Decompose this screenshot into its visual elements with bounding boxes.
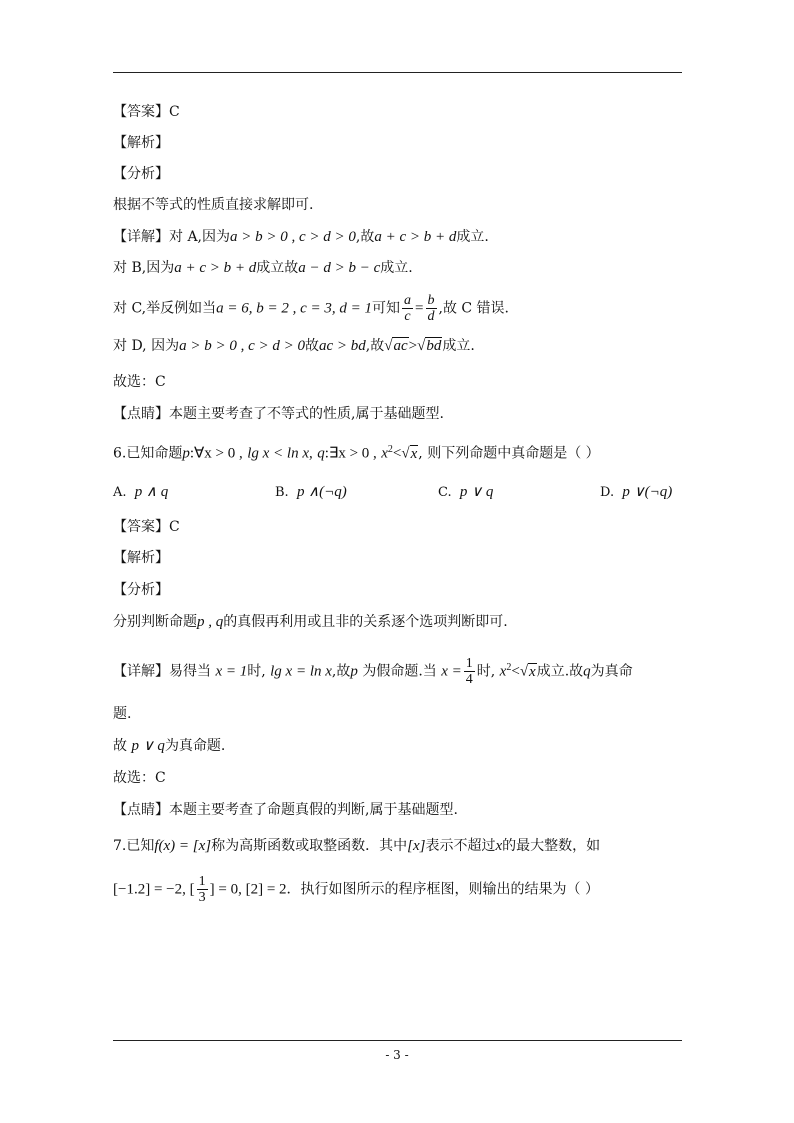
fraction-one-third: $\frac{1}{3}$	[198, 874, 206, 905]
fraction-b-over-d: $\frac{b}{d}$	[427, 293, 435, 324]
q6-stem: 6.已知命题p:∀x > 0 , lg x < ln x, q:∃x > 0 , $x^2<√x$, 则下列命题中真命题是（ ）	[113, 444, 600, 462]
q5-comment: 【点睛】本题主要考查了不等式的性质,属于基础题型.	[113, 406, 444, 422]
q6-fenxi-label: 【分析】	[113, 582, 169, 598]
q6-detail-1-cont: 题.	[113, 706, 132, 722]
fraction-one-quarter: $\frac{1}{4}$	[465, 656, 473, 687]
q6-comment: 【点睛】本题主要考查了命题真假的判断,属于基础题型.	[113, 802, 458, 818]
q7-stem-line2: [−1.2] = −2, [ $\frac{1}{3}$ ] = 0, [2] = 2．执行如图所示的程序框图，则输出的结果为（ ）	[113, 874, 599, 905]
q6-option-d: D. p ∨(¬q)	[600, 484, 673, 500]
q7-stem-line1: 7.已知f(x) = [x]称为高斯函数或取整函数．其中[x]表示不超过x的最大整数，如	[113, 838, 601, 854]
q5-answer: 【答案】C	[113, 104, 180, 120]
q6-detail-2: 故 p ∨ q为真命题.	[113, 738, 226, 754]
sqrt-ac: √ac	[384, 338, 408, 354]
sqrt-x: √x	[401, 445, 418, 462]
q5-detail-d: 对 D, 因为a > b > 0 , c > d > 0故ac > bd,故√ac>√bd成立.	[113, 338, 475, 354]
q6-answer: 【答案】C	[113, 519, 180, 535]
footer-rule	[113, 1040, 682, 1041]
sqrt-bd: √bd	[417, 338, 442, 354]
q5-analysis-label: 【解析】	[113, 135, 169, 151]
q6-detail-1: 【详解】易得当 x = 1时, lg x = ln x,故p 为假命题.当 x = $\frac{1}{4}$ 时, $x^2<√x$成立.故q为真命	[113, 656, 633, 687]
q5-detail-c: 对 C,举反例如当a = 6, b = 2 , c = 3, d = 1可知 $\frac{a}{c}$ = $\frac{b}{d}$ ,故 C 错误.	[113, 293, 510, 324]
q6-analysis-label: 【解析】	[113, 550, 169, 566]
q5-fenxi-label: 【分析】	[113, 166, 169, 182]
q5-detail-b: 对 B,因为a + c > b + d成立故a − d > b − c成立.	[113, 260, 413, 276]
q6-fenxi-text: 分别判断命题p , q的真假再利用或且非的关系逐个选项判断即可.	[113, 614, 508, 630]
sqrt-x-2: √x	[519, 663, 536, 680]
q5-fenxi-text: 根据不等式的性质直接求解即可.	[113, 197, 314, 213]
fraction-a-over-c: $\frac{a}{c}$	[404, 293, 412, 324]
header-rule	[113, 72, 682, 73]
q6-option-a: A. p ∧ q	[113, 484, 169, 500]
q5-choose: 故选：C	[113, 374, 166, 390]
q5-detail-a: 【详解】对 A,因为a > b > 0 , c > d > 0,故a + c > b + d成立.	[113, 229, 489, 245]
page-number: - 3 -	[385, 1048, 409, 1062]
q6-option-c: C. p ∨ q	[438, 484, 494, 500]
q6-choose: 故选：C	[113, 770, 166, 786]
q6-option-b: B. p ∧(¬q)	[275, 484, 347, 500]
